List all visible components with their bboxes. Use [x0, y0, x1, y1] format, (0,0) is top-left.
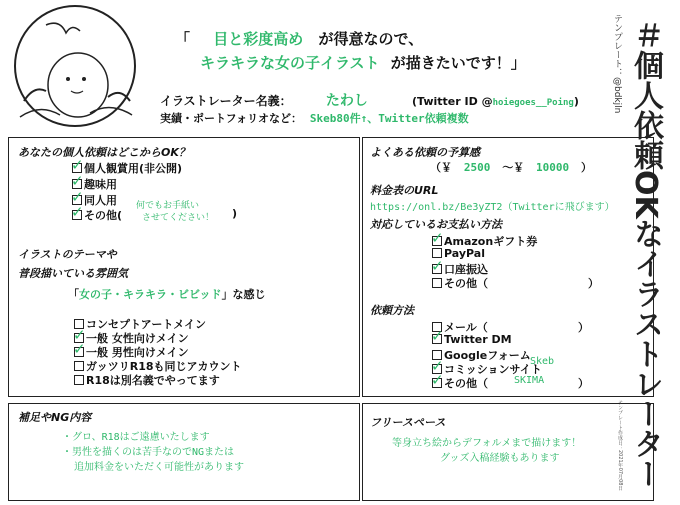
method-title: 依頼方法: [370, 304, 414, 317]
pay-item-2[interactable]: ✓口座振込: [432, 261, 488, 277]
twitter-value: hoiegoes__Poing: [492, 98, 574, 108]
checkbox[interactable]: [74, 375, 84, 385]
name-value: たわし: [325, 93, 368, 109]
avatar-doodle-icon: [16, 7, 134, 125]
pay-item-1[interactable]: PayPal: [432, 247, 485, 260]
portfolio-value: Skeb80件↑、Twitter依頼複数: [309, 112, 469, 125]
checkbox[interactable]: [74, 347, 84, 357]
q2-item-3[interactable]: ガッツリR18も同じアカウント: [74, 358, 241, 374]
q1-item-0[interactable]: ✓個人観賞用(非公開): [72, 160, 182, 176]
q2-item-1[interactable]: ✓一般 女性向けメイン: [74, 330, 189, 346]
checkbox[interactable]: [432, 264, 442, 274]
q1-title: あなたの個人依頼はどこからOK？: [18, 146, 190, 159]
budget-range: （￥ 2500 ～￥ 10000 ）: [430, 161, 592, 174]
pay-other-close: ）: [588, 277, 599, 290]
method-item-1[interactable]: ✓Twitter DM: [432, 333, 512, 346]
method-item-4[interactable]: ✓その他（: [432, 375, 488, 391]
q2-theme: 「女の子・キラキラ・ビビッド」な感じ: [68, 288, 266, 301]
title-highlight-2: キラキラな女の子イラスト: [200, 54, 380, 72]
pay-item-0[interactable]: ✓Amazonギフト券: [432, 233, 537, 249]
side-hashtag: ＃個人依頼OKなイラストレーター: [628, 20, 663, 489]
free-space-text: 等身立ち絵からデフォルメまで描けます！ グッズ入稿経験もあります: [392, 438, 582, 464]
pay-item-3[interactable]: その他（: [432, 275, 488, 291]
q2-title-1: イラストのテーマや: [18, 248, 117, 261]
pay-title: 対応しているお支払い方法: [370, 218, 502, 231]
notes-title: 補足やNG内容: [18, 411, 92, 424]
q2-item-0[interactable]: コンセプトアートメイン: [74, 316, 206, 332]
q2-item-2[interactable]: ✓一般 男性向けメイン: [74, 344, 189, 360]
notes-text: ・グロ、R18はご遠慮いたします ・男性を描くのは苦手なのでNGまたは 追加料金をいただく可能性があります: [62, 432, 244, 473]
twitter-label: (Twitter ID @: [412, 95, 493, 108]
q1-item-1[interactable]: ✓趣味用: [72, 176, 117, 192]
q1-other-note: 何でもお手紙い させてください！: [136, 201, 215, 223]
budget-title: よくある依頼の予算感: [370, 146, 480, 159]
commission-site-note: Skeb: [530, 356, 555, 367]
checkbox[interactable]: [432, 278, 442, 288]
q1-other-close: ): [232, 207, 238, 220]
free-space-title: フリースペース: [370, 416, 446, 429]
method-item-3[interactable]: ✓コミッションサイト: [432, 361, 542, 377]
name-label: イラストレーター名義：: [160, 94, 292, 108]
price-title: 料金表のURL: [370, 184, 439, 197]
checkbox[interactable]: [72, 210, 82, 220]
side-credit: テンプレート：@bdkjln: [612, 14, 622, 114]
other-note: SKIMA: [514, 375, 545, 386]
price-url[interactable]: https://onl.bz/Be3yZT2（Twitterに飛びます）: [370, 202, 615, 213]
checkbox[interactable]: [432, 236, 442, 246]
checkbox[interactable]: [74, 361, 84, 371]
side-tiny-credit: テンプレート作成日：2021年07月08日: [617, 400, 623, 491]
title-rest-2: が描きたいです！」: [390, 54, 526, 72]
method-item-0[interactable]: メール（: [432, 319, 488, 335]
q1-item-3[interactable]: ✓その他(: [72, 207, 122, 223]
q1-item-2[interactable]: ✓同人用: [72, 192, 117, 208]
avatar: [14, 5, 136, 127]
checkbox[interactable]: [432, 334, 442, 344]
checkbox[interactable]: [432, 378, 442, 388]
q2-title-2: 普段描いている雰囲気: [18, 267, 128, 280]
title-highlight-1: 目と彩度高め: [213, 30, 304, 48]
method-item-2[interactable]: Googleフォーム: [432, 347, 531, 363]
q2-item-4[interactable]: R18は別名義でやってます: [74, 372, 220, 388]
title-rest-1: が得意なので、: [318, 30, 424, 48]
title-bracket: 「: [175, 30, 191, 48]
method-item-0-close: ）: [578, 321, 589, 334]
twitter-close: ): [573, 95, 579, 108]
portfolio-label: 実績・ポートフォリオなど：: [160, 112, 303, 125]
method-item-4-close: ）: [578, 377, 589, 390]
